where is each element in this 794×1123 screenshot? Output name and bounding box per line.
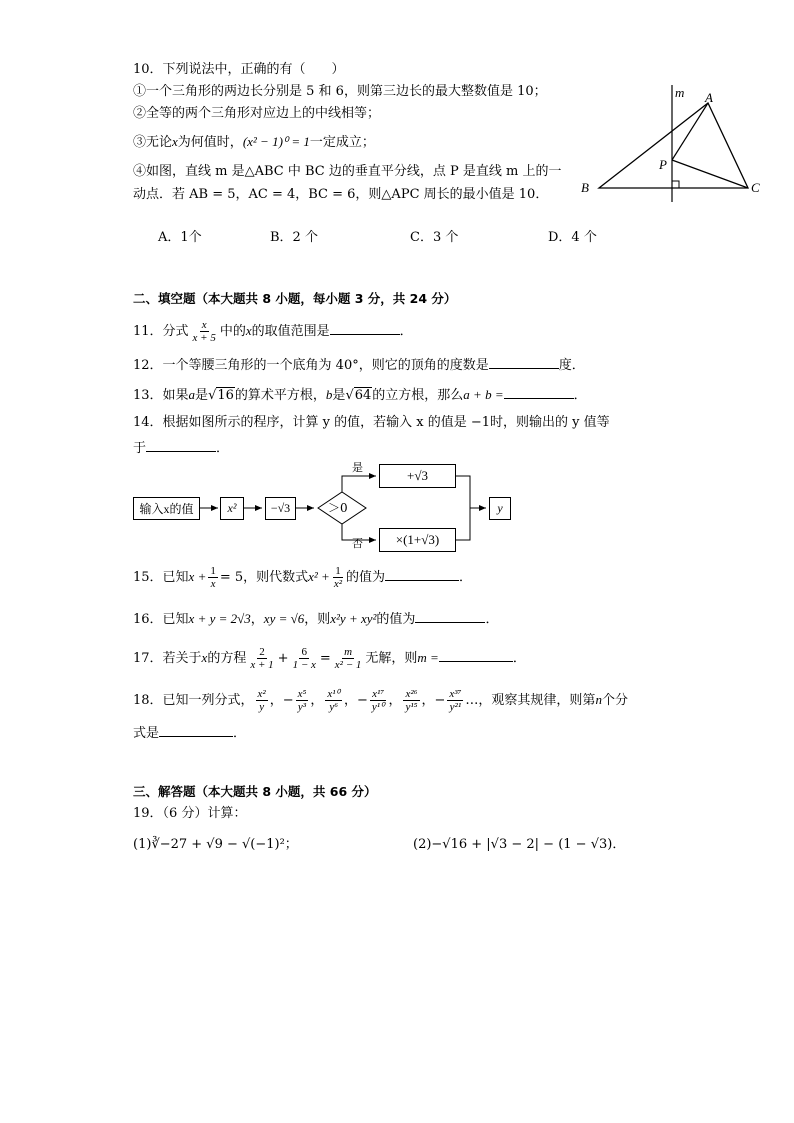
q10-option-a: A．1个 — [158, 230, 202, 245]
label-m: m — [675, 85, 685, 100]
q15-numerator-2: 1 — [335, 565, 341, 577]
section-2-title: 二、填空题（本大题共 8 小题，每小题 3 分，共 24 分） — [133, 291, 457, 306]
q17-answer-blank[interactable] — [439, 647, 513, 662]
label-p: P — [659, 157, 667, 172]
q16-text-b: ，则 — [304, 612, 331, 627]
q10-stem: 10．下列说法中，正确的有（ ） — [133, 62, 345, 77]
q15-fraction-2 — [332, 565, 344, 590]
q17-plus: + — [277, 651, 289, 666]
q18-term-3-den: y⁶ — [329, 701, 339, 713]
q18-term-4-num: x¹⁷ — [372, 688, 385, 700]
q15-text-d: ． — [459, 570, 473, 585]
q15-x2-plus: x² + — [308, 569, 330, 584]
q18-term-5 — [403, 688, 419, 713]
q17-denominator-3: x² − 1 — [334, 659, 362, 671]
q17-fraction-3 — [333, 646, 364, 671]
q11-numerator: x — [201, 319, 207, 331]
q14-output-box: y — [489, 497, 511, 520]
q14-text-end: ． — [216, 441, 230, 456]
label-c: C — [751, 180, 760, 195]
q19-part-2: (2)−√16 + |√3 − 2| − (1 − √3)． — [413, 837, 626, 852]
q14-minus-sqrt3-box: −√3 — [265, 497, 296, 520]
q14-square-box: x² — [220, 497, 244, 520]
q14-condition-label: ＞0 — [328, 501, 348, 515]
q18-term-1 — [256, 688, 268, 713]
q16-sep: ， — [250, 612, 264, 627]
q17-text-c: 无解，则 — [365, 651, 418, 666]
q11-var: x — [245, 323, 252, 338]
q18-term-5-den: y¹⁵ — [405, 701, 418, 713]
q18-answer-blank[interactable] — [159, 722, 233, 737]
q17-text-d: ． — [512, 651, 526, 666]
q10-statement-2: ②全等的两个三角形对应边上的中线相等； — [133, 106, 381, 121]
q18-term-4 — [370, 688, 387, 713]
q18-text-a: 18．已知一列分式， — [133, 693, 254, 708]
q11-text-c: 的取值范围是 — [251, 324, 330, 339]
q14-line1: 14．根据如图所示的程序，计算 y 的值，若输入 x 的值是 −1时，则输出的 y 值等 — [133, 415, 610, 430]
q16-text-a: 16．已知 — [133, 612, 189, 627]
q13-text-b: 是 — [195, 388, 209, 403]
q11-text-a: 11．分式 — [133, 324, 189, 339]
q18-text-line2: 式是 — [133, 726, 160, 741]
q17 — [133, 641, 526, 676]
q18-sign-2: ，− — [269, 693, 294, 708]
q13-sqrt-16: √16 — [208, 388, 234, 403]
q10-s3-text-c: 一定成立； — [309, 135, 375, 150]
q18-term-6-den: y²¹ — [449, 701, 462, 713]
q10-s3-var: x — [172, 134, 178, 149]
q10-option-c: C．3 个 — [410, 230, 459, 245]
q17-numerator-3: m — [344, 646, 353, 658]
q17-equals: = — [319, 651, 331, 666]
q19-stem: 19．（6 分）计算： — [133, 806, 247, 821]
q15-text-b: = 5，则代数式 — [219, 570, 309, 585]
q12-text-a: 12．一个等腰三角形的一个底角为 40°，则它的顶角的度数是 — [133, 358, 489, 373]
q16-text-c: 的值为 — [376, 612, 416, 627]
q13-text-c: 的算术平方根， — [234, 388, 326, 403]
q18-term-1-num: x² — [257, 688, 266, 700]
q15-denominator-2: x² — [333, 578, 343, 590]
q18-term-3-num: x¹⁰ — [327, 688, 340, 700]
q19-part-1: (1)∛−27 + √9 − √(−1)²； — [133, 837, 298, 852]
q15-numerator-1: 1 — [210, 565, 216, 577]
q18-line2 — [133, 722, 246, 743]
q16-text-d: ． — [485, 612, 499, 627]
q17-m: m = — [417, 650, 439, 665]
q15-text-c: 的值为 — [346, 570, 386, 585]
q10-s3-text-b: 为何值时， — [177, 135, 243, 150]
q13-text-f: ． — [573, 388, 587, 403]
q18-term-6-num: x³⁷ — [449, 688, 462, 700]
q15-fraction-1 — [208, 565, 218, 590]
q17-denominator-1: x + 1 — [250, 659, 274, 671]
label-b: B — [581, 180, 589, 195]
q18-term-1-den: y — [259, 701, 265, 713]
q14-no-label: 否 — [352, 537, 363, 550]
q17-text-a: 17．若关于 — [133, 651, 202, 666]
q15-denominator-1: x — [210, 578, 216, 590]
q15-text-a: 15．已知 — [133, 570, 189, 585]
q18-term-2-den: y³ — [297, 701, 307, 713]
q13-radicand-2: 64 — [354, 388, 372, 403]
q11-text-d: ． — [399, 324, 413, 339]
q13-text-a: 13．如果 — [133, 388, 189, 403]
q17-fraction-2 — [291, 646, 318, 671]
q18-term-2-num: x⁵ — [297, 688, 307, 700]
q16-expr-3: x²y + xy² — [330, 611, 377, 626]
q10-s3-text-a: ③无论 — [133, 135, 173, 150]
q11-text-b: 中的 — [219, 324, 246, 339]
q15-answer-blank[interactable] — [385, 566, 459, 581]
q14-plus-sqrt3-box: +√3 — [379, 464, 456, 488]
q11-denominator: x + 5 — [192, 332, 216, 344]
q18-sign-6: ，− — [421, 693, 446, 708]
q10-statement-4-line2: 动点．若 AB = 5，AC = 4，BC = 6，则△APC 周长的最小值是 10． — [133, 187, 549, 202]
q10-statement-1: ①一个三角形的两边长分别是 5 和 6，则第三边长的最大整数值是 10； — [133, 84, 547, 99]
q17-text-b: 的方程 — [207, 651, 247, 666]
q15 — [133, 560, 472, 595]
q17-fraction-1 — [248, 646, 275, 671]
q14-text-line2: 于 — [133, 441, 147, 456]
q18-text-d: ． — [233, 726, 247, 741]
q13-sqrt-64: √64 — [345, 388, 372, 403]
q13-text-d: 是 — [332, 388, 346, 403]
q18-term-2 — [296, 688, 309, 713]
q10-statement-4-line1: ④如图，直线 m 是△ABC 中 BC 边的垂直平分线，点 P 是直线 m 上的一 — [133, 164, 562, 179]
q13-expression: a + b = — [463, 387, 504, 402]
q18-text-b: …，观察其规律，则第 — [465, 693, 596, 708]
q14-input-box: 输入x的值 — [133, 497, 200, 520]
q17-numerator-1: 2 — [259, 646, 265, 658]
label-a: A — [705, 90, 713, 105]
q18-line1 — [133, 683, 628, 718]
q18-sign-4: ，− — [343, 693, 368, 708]
q16-expr-1: x + y = 2√3 — [188, 611, 251, 626]
q10-option-b: B．2 个 — [270, 230, 318, 245]
section-3-title: 三、解答题（本大题共 8 小题，共 66 分） — [133, 784, 377, 799]
q18-term-5-num: x²⁶ — [405, 688, 418, 700]
q18-term-3 — [325, 688, 342, 713]
q14-times-box: ×(1+√3) — [379, 528, 456, 552]
q18-sign-5: ， — [388, 693, 402, 708]
q13-var-b: b — [325, 387, 333, 402]
q13-text-e: 的立方根，那么 — [372, 388, 464, 403]
q13-var-a: a — [188, 387, 196, 402]
q16-expr-2: xy = √6 — [263, 611, 305, 626]
q16 — [133, 608, 498, 629]
q18-sign-3: ， — [310, 693, 324, 708]
q16-answer-blank[interactable] — [415, 608, 485, 623]
q10-option-d: D．4 个 — [548, 230, 597, 245]
q18-term-4-den: y¹⁰ — [371, 701, 385, 713]
q15-x-plus: x + — [188, 569, 207, 584]
q18-var-n: n — [595, 692, 602, 707]
q14-yes-label: 是 — [352, 461, 363, 474]
q18-term-6 — [447, 688, 463, 713]
q10-s3-expression: (x² − 1)⁰ = 1 — [242, 134, 310, 149]
q17-numerator-2: 6 — [301, 646, 307, 658]
q13-radicand-1: 16 — [217, 388, 234, 403]
q18-text-c: 个分 — [601, 693, 628, 708]
q12-text-b: 度． — [558, 358, 585, 373]
q17-denominator-2: 1 − x — [292, 659, 316, 671]
q17-var: x — [201, 650, 208, 665]
